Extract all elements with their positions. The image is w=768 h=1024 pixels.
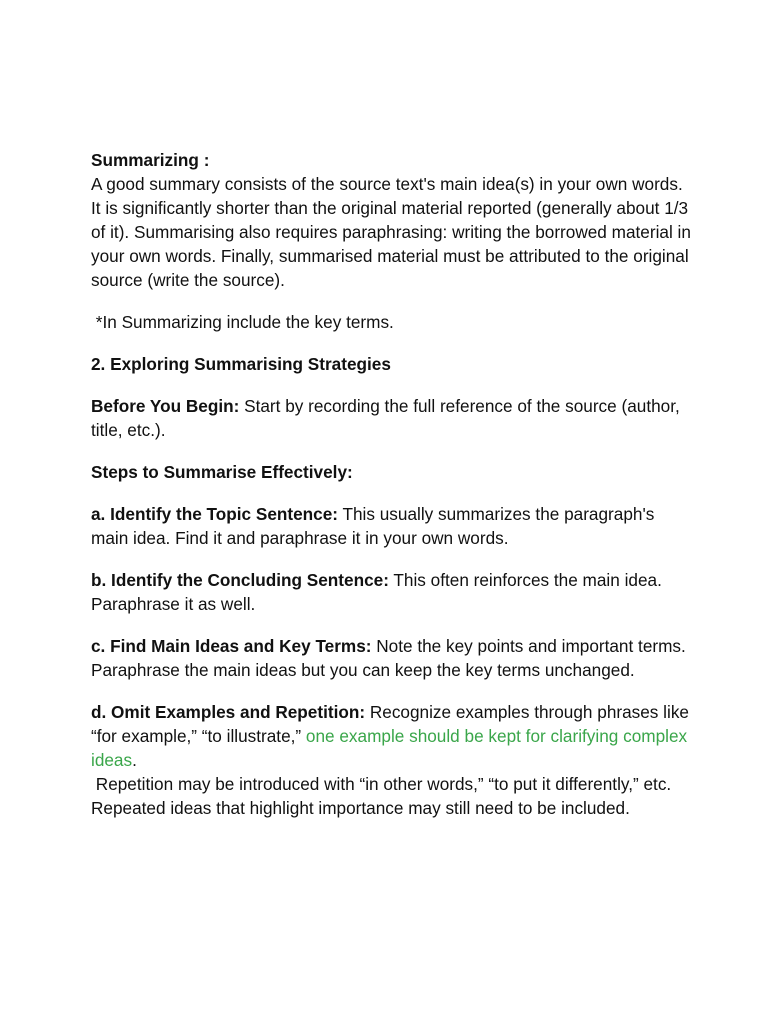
step-c-text: Note the key points and important terms. Paraphrase the main ideas but you can keep the key terms unchanged. — [91, 636, 691, 680]
step-d-text: Recognize examples through phrases like “for example,” “to illustrate,” — [91, 702, 694, 746]
step-d-highlight: one example should be kept for clarifying complex ideas — [91, 726, 688, 770]
step-c — [91, 634, 691, 682]
section-heading: 2. Exploring Summarising Strategies — [91, 354, 391, 374]
step-b-text: This often reinforces the main idea. Paraphrase it as well. — [91, 570, 667, 614]
step-c-label: c. Find Main Ideas and Key Terms: — [91, 636, 372, 656]
step-d — [91, 700, 694, 820]
before-you-begin — [91, 394, 691, 442]
key-terms-note — [91, 310, 691, 334]
step-d-label: d. Omit Examples and Repetition: — [91, 702, 366, 722]
summarizing-heading: Summarizing : — [91, 150, 210, 170]
summarizing-section — [91, 148, 691, 292]
before-label: Before You Begin: — [91, 396, 240, 416]
key-terms-note-text: *In Summarizing include the key terms. — [91, 312, 394, 332]
steps-heading: Steps to Summarise Effectively: — [91, 462, 353, 482]
step-a-label: a. Identify the Topic Sentence: — [91, 504, 339, 524]
step-d-extra: Repetition may be introduced with “in other words,” “to put it differently,” etc. Repeated ideas that highlight importance may still need to be included. — [91, 774, 676, 818]
summarizing-body: A good summary consists of the source text's main idea(s) in your own words. It is significantly shorter than the original material reported (generally about 1/3 of it). Summarising also requires paraphrasing: writing the borrowed material in your own words. Finally, summarised material must be attributed to the original source (write the source). — [91, 174, 691, 290]
step-b — [91, 568, 691, 616]
step-a — [91, 502, 691, 550]
step-d-after: . — [132, 750, 137, 770]
step-b-label: b. Identify the Concluding Sentence: — [91, 570, 389, 590]
document-page — [91, 148, 694, 820]
step-a-text: This usually summarizes the paragraph's main idea. Find it and paraphrase it in your own words. — [91, 504, 660, 548]
before-text: Start by recording the full reference of the source (author, title, etc.). — [91, 396, 685, 440]
